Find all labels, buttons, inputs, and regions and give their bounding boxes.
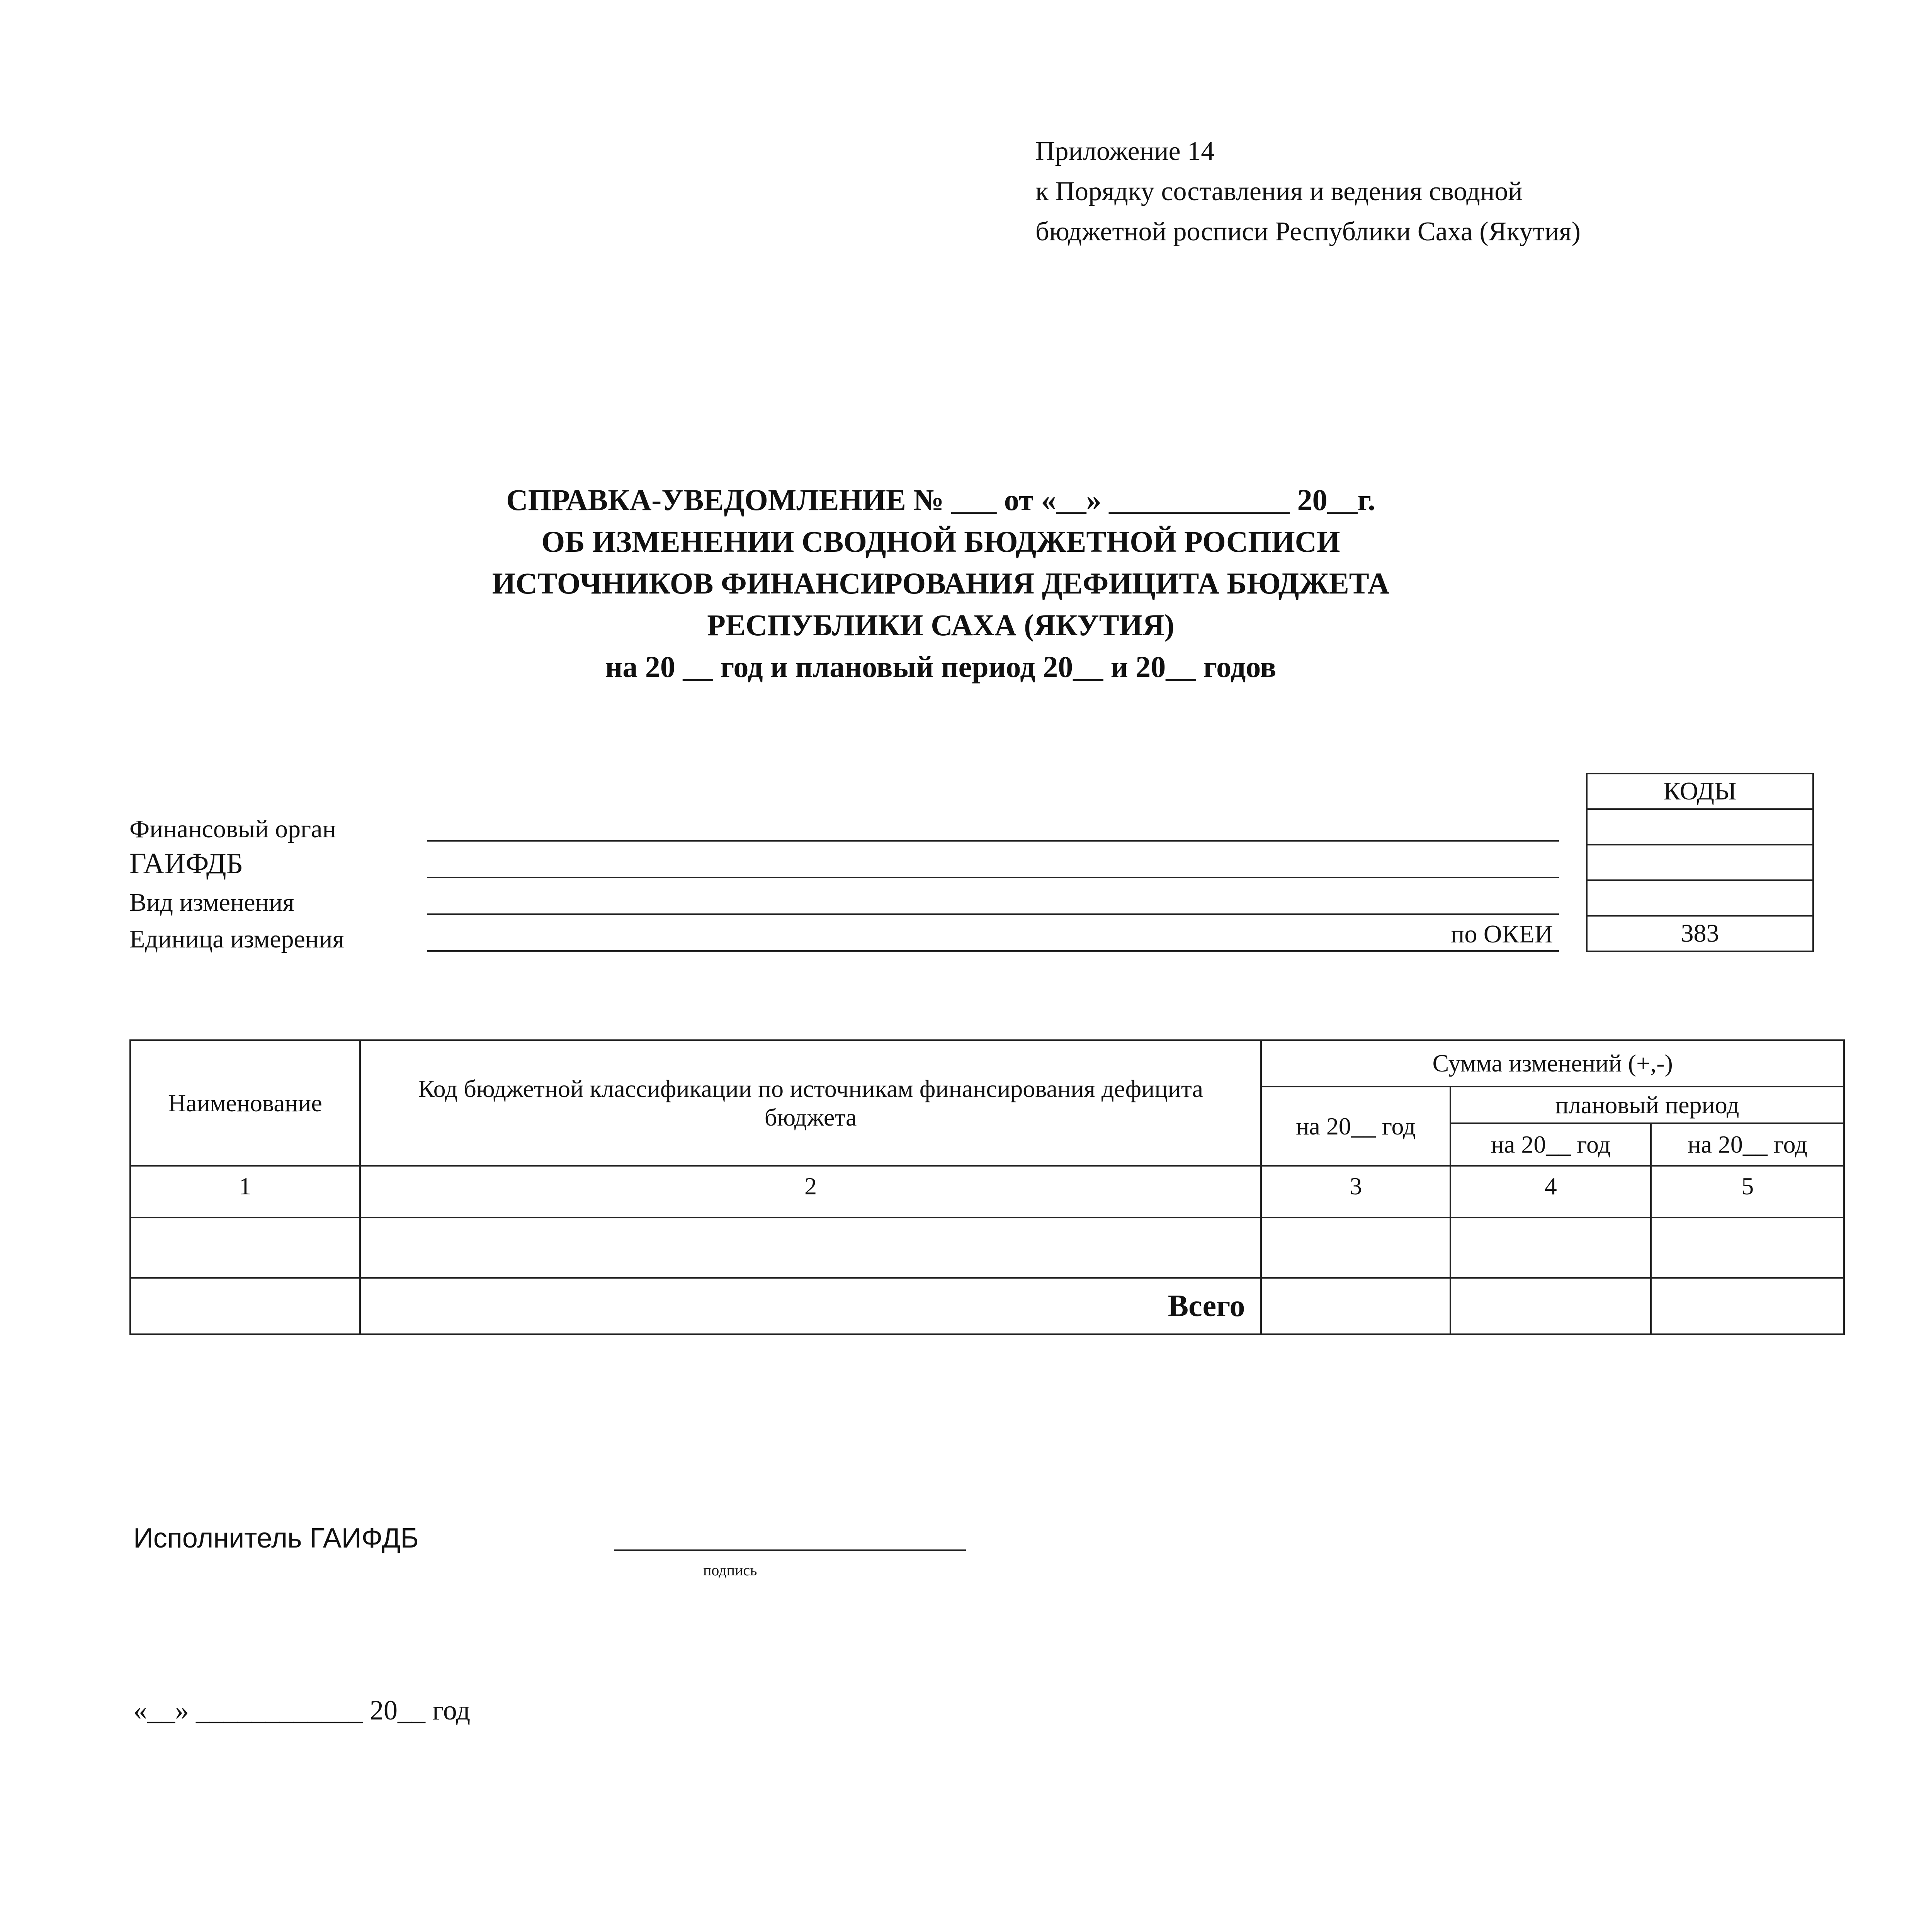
col-num-5: 5 (1651, 1166, 1844, 1218)
codes-cell-3[interactable] (1587, 880, 1813, 916)
table-row (130, 1218, 1844, 1278)
codes-cell-2[interactable] (1587, 845, 1813, 880)
total-cell-plan-1[interactable] (1450, 1278, 1651, 1334)
col-header-name: Наименование (130, 1040, 360, 1166)
col-num-2: 2 (360, 1166, 1261, 1218)
field-unit (129, 922, 1443, 956)
total-cell-year[interactable] (1261, 1278, 1450, 1334)
table-cell[interactable] (1651, 1218, 1844, 1278)
codes-box (1586, 773, 1814, 952)
title-line-2: ОБ ИЗМЕНЕНИИ СВОДНОЙ БЮДЖЕТНОЙ РОСПИСИ (541, 525, 1340, 558)
title-line-5: на 20 __ год и плановый период 20__ и 20__ годов (605, 650, 1277, 684)
col-num-3: 3 (1261, 1166, 1450, 1218)
field-fin-organ-input[interactable] (427, 840, 1559, 842)
field-change-type-input[interactable] (427, 913, 1559, 915)
title-line-1: СПРАВКА-УВЕДОМЛЕНИЕ № ___ от «__» ____________ 20__г. (506, 483, 1375, 517)
appendix-line-2: к Порядку составления и ведения сводной (1035, 177, 1523, 206)
table-cell[interactable] (1261, 1218, 1450, 1278)
executor-label: Исполнитель ГАИФДБ (133, 1523, 419, 1554)
col-header-sum: Сумма изменений (+,-) (1261, 1040, 1844, 1087)
col-num-1: 1 (130, 1166, 360, 1218)
field-fin-organ (129, 811, 1443, 846)
title-line-3: ИСТОЧНИКОВ ФИНАНСИРОВАНИЯ ДЕФИЦИТА БЮДЖЕТА (492, 566, 1390, 600)
title-line-4: РЕСПУБЛИКИ САХА (ЯКУТИЯ) (707, 608, 1175, 642)
field-fin-organ-label: Финансовый орган (129, 815, 336, 843)
col-header-code: Код бюджетной классификации по источникам финансирования дефицита бюджета (360, 1040, 1261, 1166)
changes-table (129, 1039, 1845, 1335)
col-header-plan: плановый период (1450, 1087, 1844, 1123)
codes-header: КОДЫ (1587, 774, 1813, 809)
okei-label: по ОКЕИ (1451, 920, 1553, 948)
field-change-type (129, 885, 1443, 920)
field-unit-label: Единица измерения (129, 925, 344, 953)
signature-line[interactable] (614, 1549, 966, 1551)
field-change-type-label: Вид изменения (129, 888, 294, 917)
table-cell (130, 1278, 360, 1334)
table-row-numbers (130, 1166, 1844, 1218)
col-header-year: на 20__ год (1261, 1087, 1450, 1166)
col-num-4: 4 (1450, 1166, 1651, 1218)
col-header-plan-2: на 20__ год (1651, 1123, 1844, 1166)
appendix-line-1: Приложение 14 (1035, 136, 1215, 166)
table-cell[interactable] (1450, 1218, 1651, 1278)
date-line: «__» ____________ 20__ год (133, 1695, 471, 1726)
col-header-plan-1: на 20__ год (1450, 1123, 1651, 1166)
table-cell[interactable] (130, 1218, 360, 1278)
appendix-line-3: бюджетной росписи Республики Саха (Якутия) (1035, 217, 1581, 247)
codes-cell-1[interactable] (1587, 809, 1813, 845)
total-cell-plan-2[interactable] (1651, 1278, 1844, 1334)
document-title (386, 479, 1495, 688)
field-unit-input[interactable] (427, 950, 1559, 952)
table-row-total (130, 1278, 1844, 1334)
table-cell[interactable] (360, 1218, 1261, 1278)
field-gaifdb-input[interactable] (427, 877, 1559, 878)
appendix-header (1035, 131, 1770, 252)
signature-caption: подпись (703, 1561, 757, 1579)
field-gaifdb-label: ГАИФДБ (129, 847, 243, 880)
codes-okei-value: 383 (1587, 916, 1813, 951)
field-gaifdb (129, 848, 1443, 883)
total-label: Всего (360, 1278, 1261, 1334)
